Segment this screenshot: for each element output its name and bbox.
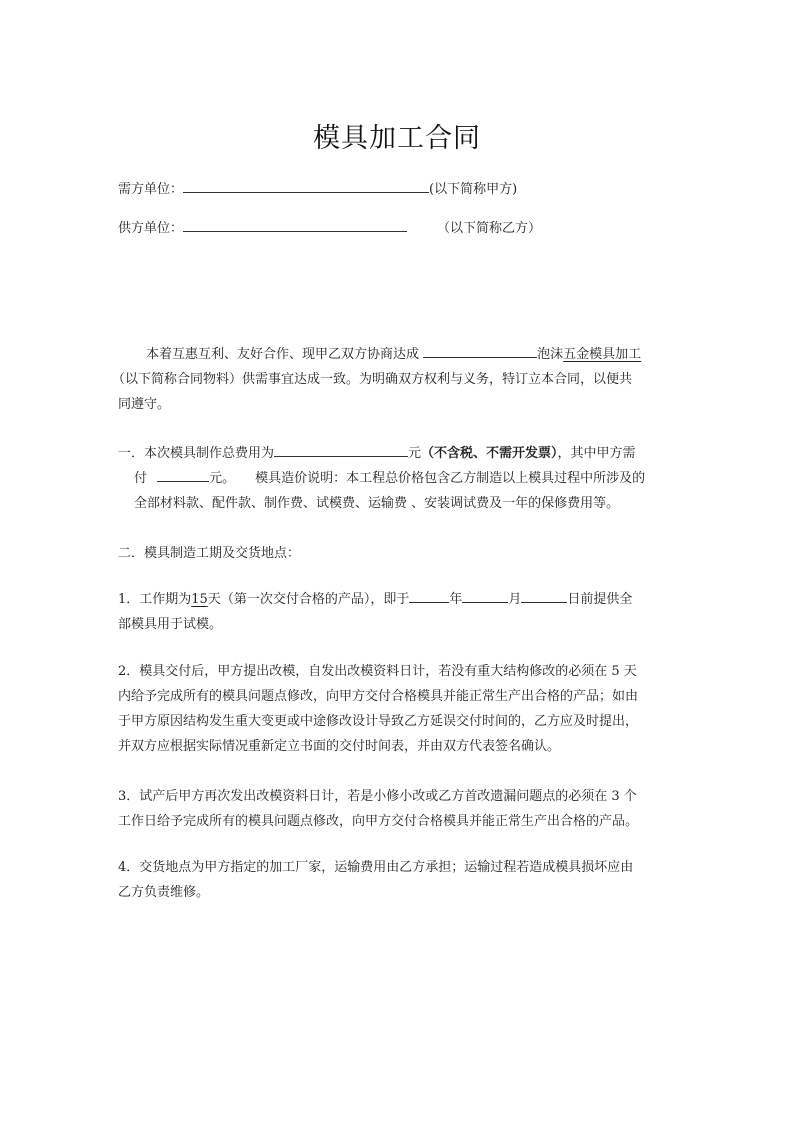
year-field[interactable] xyxy=(409,588,449,603)
material-type-a: 泡沫 xyxy=(537,347,564,362)
buyer-row xyxy=(118,178,517,199)
supplier-name-field[interactable] xyxy=(183,217,407,232)
month-field[interactable] xyxy=(462,588,508,603)
item-4-line-1: 4．交货地点为甲方指定的加工厂家，运输费用由乙方承担；运输过程若造成模具损坏应由 xyxy=(118,860,634,875)
item-2-line-1: 2．模具交付后，甲方提出改模，自发出改模资料日计，若没有重大结构修改的必须在 5 天 xyxy=(118,664,637,679)
item-4-line-2: 乙方负责维修。 xyxy=(118,885,210,900)
section-1 xyxy=(118,441,684,516)
item-3-line-2: 工作日给予完成所有的模具问题点修改，向甲方交付合格模具并能正常生产出合格的产品。 xyxy=(118,814,639,829)
section-2-item-1 xyxy=(118,587,684,637)
intro-line-3: 同遵守。 xyxy=(118,397,171,412)
supplier-suffix: （以下简称乙方） xyxy=(437,221,542,236)
intro-line-2: （以下简称合同物料）供需事宜达成一致。为明确双方权利与义务，特订立本合同，以便共 xyxy=(112,372,633,387)
section-2-item-2 xyxy=(118,659,684,759)
tax-note: （不含税、不需开发票） xyxy=(421,446,558,461)
intro-paragraph xyxy=(112,342,684,417)
section-1-line-3: 全部材料款、配件款、制作费、试模费、运输费 、安装调试费及一年的保修费用等。 xyxy=(134,496,620,511)
work-days: 15 xyxy=(191,592,208,607)
section-2-heading: 二．模具制造工期及交货地点： xyxy=(118,546,301,561)
item-2-line-4: 并双方应根据实际情况重新定立书面的交付时间表，并由双方代表签名确认。 xyxy=(118,739,561,754)
supplier-label: 供方单位： xyxy=(118,221,184,236)
item-1-line-1: 1．工作期为15天（第一次交付合格的产品），即于 年 月 日前提供全 xyxy=(118,587,684,612)
page-title: 模具加工合同 xyxy=(313,123,481,154)
section-2-item-3 xyxy=(118,784,684,834)
section-1-line-2: 付 元。 模具造价说明：本工程总价格包含乙方制造以上模具过程中所涉及的 xyxy=(118,466,684,491)
material-field[interactable] xyxy=(423,343,537,358)
total-cost-field[interactable] xyxy=(274,442,408,457)
day-field[interactable] xyxy=(521,588,567,603)
section-2-item-4 xyxy=(118,855,684,905)
item-3-line-1: 3．试产后甲方再次发出改模资料日计，若是小修小改或乙方首改遗漏问题点的必须在 3 个 xyxy=(118,789,637,804)
item-1-line-2: 部模具用于试模。 xyxy=(118,617,223,632)
supplier-row xyxy=(118,217,541,238)
item-2-line-3: 于甲方原因结构发生重大变更或中途修改设计导致乙方延误交付时间的，乙方应及时提出， xyxy=(118,714,639,729)
deposit-field[interactable] xyxy=(157,467,209,482)
material-type-b: 五金模具加工 xyxy=(563,347,642,362)
buyer-suffix: (以下简称甲方) xyxy=(429,182,518,197)
intro-line-1: 本着互惠互利、友好合作、现甲乙双方协商达成 泡沫五金模具加工 xyxy=(118,342,684,367)
buyer-name-field[interactable] xyxy=(183,178,429,193)
buyer-label: 需方单位： xyxy=(118,182,184,197)
section-1-line-1: 一．本次模具制作总费用为 元（不含税、不需开发票），其中甲方需 xyxy=(118,441,684,466)
item-2-line-2: 内给予完成所有的模具问题点修改，向甲方交付合格模具并能正常生产出合格的产品；如由 xyxy=(118,689,639,704)
